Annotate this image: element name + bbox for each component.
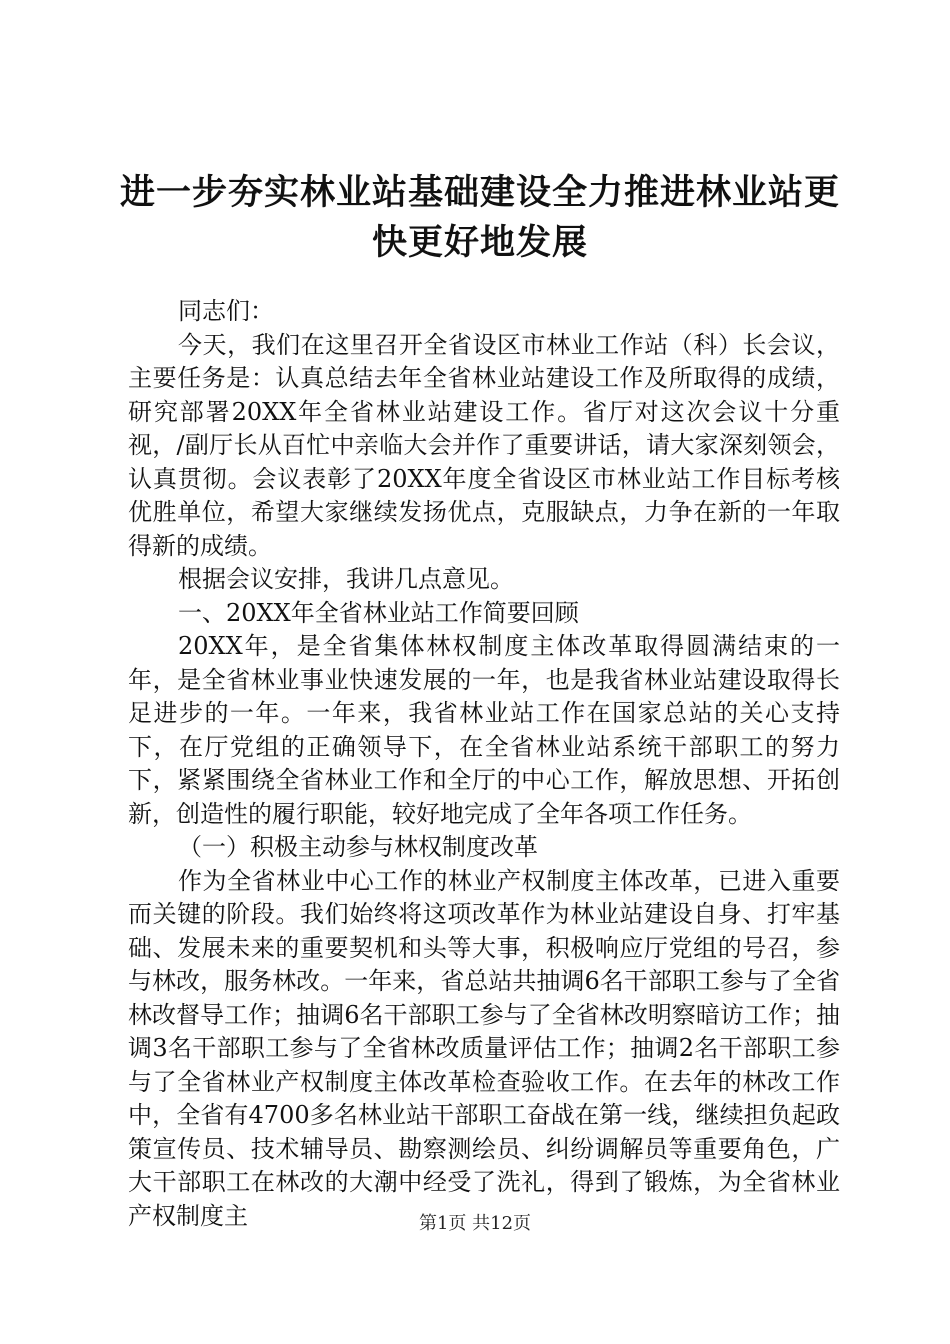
- paragraph-agenda: 根据会议安排，我讲几点意见。: [178, 565, 514, 593]
- document-title-line-2: 快更好地发展: [371, 222, 588, 263]
- subsection-heading-1: （一）积极主动参与林权制度改革: [178, 833, 538, 861]
- document-body: [128, 295, 840, 1233]
- paragraph-opening: 今天，我们在这里召开全省设区市林业工作站（科）长会议，主要任务是：认真总结去年全省林业站建设工作及所取得的成绩，研究部署20XX年全省林业站建设工作。省厅对这次会议十分重视，/副厅长从百忙中亲临大会并作了重要讲话，请大家深刻领会，认真贯彻。会议表彰了20XX年度全省设区市林业站工作目标考核优胜单位，希望大家继续发扬优点，克服缺点，力争在新的一年取得新的成绩。: [128, 330, 840, 560]
- paragraph-reform: 作为全省林业中心工作的林业产权制度主体改革，已进入重要而关键的阶段。我们始终将这项改革作为林业站建设自身、打牢基础、发展未来的重要契机和头等大事，积极响应厅党组的号召，参与林改，服务林改。一年来，省总站共抽调6名干部职工参与了全省林改督导工作；抽调6名干部职工参与了全省林改明察暗访工作；抽调3名干部职工参与了全省林改质量评估工作；抽调2名干部职工参与了全省林业产权制度主体改革检查验收工作。在去年的林改工作中，全省有4700多名林业站干部职工奋战在第一线，继续担负起政策宣传员、技术辅导员、勘察测绘员、纠纷调解员等重要角色，广大干部职工在林改的大潮中经受了洗礼，得到了锻炼，为全省林业产权制度主: [128, 866, 840, 1230]
- salutation: 同志们：: [178, 297, 274, 325]
- page-footer: 第1页 共12页: [418, 1213, 532, 1234]
- paragraph-review: 20XX年，是全省集体林权制度主体改革取得圆满结束的一年，是全省林业事业快速发展的一年，也是我省林业站建设取得长足进步的一年。一年来，我省林业站工作在国家总站的关心支持下，在厅党组的正确领导下，在全省林业站系统干部职工的努力下，紧紧围绕全省林业工作和全厅的中心工作，解放思想、开拓创新，创造性的履行职能，较好地完成了全年各项工作任务。: [128, 632, 840, 828]
- section-heading-1: 一、20XX年全省林业站工作简要回顾: [178, 598, 579, 627]
- document-title-line-1: 进一步夯实林业站基础建设全力推进林业站更: [119, 172, 840, 213]
